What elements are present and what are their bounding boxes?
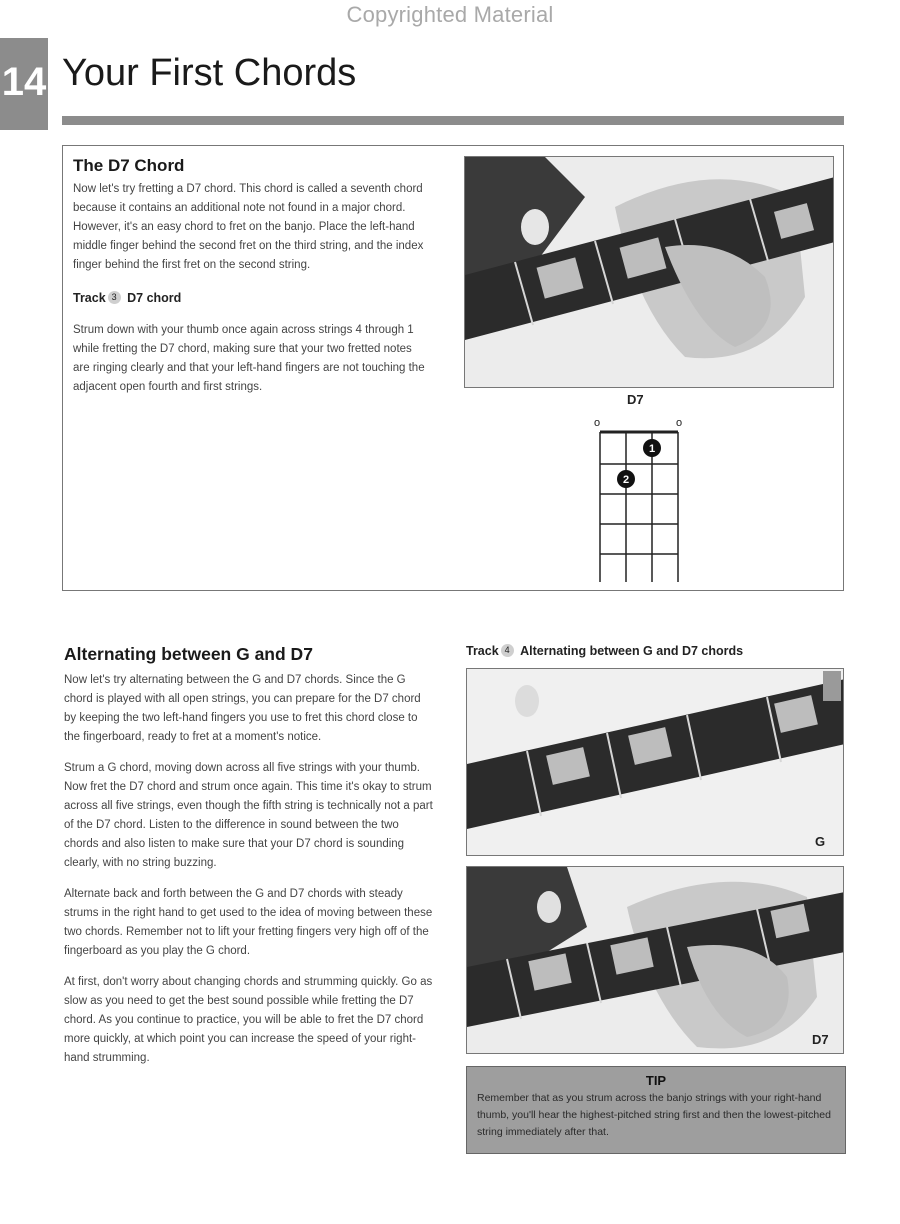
d7-intro-text: Now let's try fretting a D7 chord. This chord is called a seventh chord because it contains an additional note not found in a major chord. However, it's an easy chord to fret on the banjo. Place the left-hand middle finger behind the second fret on the third string, and the index finger behind the first fret on the second string.	[73, 183, 424, 271]
tip-text: Remember that as you strum across the banjo strings with your right-hand thumb, you'll hear the highest-pitched string first and then the lowest-pitched string immediately after that.	[477, 1092, 831, 1138]
alternating-paragraph-1: Now let's try alternating between the G and D7 chords. Since the G chord is played with all open strings, you can prepare for the D7 chord by keeping the two left-hand fingers you use to fret this chord close to the fingerboard, ready to fret at a moment's notice.	[64, 674, 421, 743]
page-number: 14	[0, 38, 48, 130]
alternating-paragraph-2: Strum a G chord, moving down across all five strings with your thumb. Now fret the D7 chord and strum once again. This time it's okay to strum across all five strings, even though the fifth string is technically not a part of the D7 chord. Listen to the difference in sound between the two chords and also listen to make sure that your D7 chord is sounding clearly, with no string buzzing.	[64, 762, 433, 869]
tip-title: TIP	[645, 1073, 667, 1088]
d7-chord-photo-2	[466, 866, 844, 1054]
title-divider	[62, 116, 844, 125]
tip-box	[466, 1066, 846, 1154]
d7-body-text: Strum down with your thumb once again across strings 4 through 1 while fretting the D7 chord, making sure that your two fretted notes are ringing clearly and that your left-hand fingers are not touching the adjacent open fourth and first strings.	[73, 324, 425, 393]
page-title: Your First Chords	[62, 52, 357, 94]
finger-number-1: 1	[648, 443, 656, 455]
d7-chord-diagram	[588, 414, 688, 584]
track-4-badge: 4	[501, 644, 514, 657]
track-4-label: Track 4 Alternating between G and D7 chords	[466, 644, 744, 658]
alternating-heading: Alternating between G and D7	[64, 644, 313, 664]
d7-track-label: Track 3 D7 chord	[73, 291, 182, 305]
g-chord-photo	[466, 668, 844, 856]
watermark: Copyrighted Material	[346, 2, 554, 27]
g-photo-caption: G	[815, 834, 826, 849]
d7-photo-2-caption: D7	[812, 1032, 829, 1047]
track-3-badge: 3	[108, 291, 121, 304]
finger-number-2: 2	[622, 474, 630, 486]
open-string-marker-left: o	[593, 417, 601, 429]
d7-hand-photo	[464, 156, 834, 388]
d7-heading: The D7 Chord	[73, 156, 185, 175]
open-string-marker-right: o	[675, 417, 683, 429]
alternating-paragraph-4: At first, don't worry about changing chords and strumming quickly. Go as slow as you need to get the best sound possible while fretting the D7 chord. As you continue to practice, you will be able to fret the D7 chord more quickly, at which point you can increase the speed of your right-hand strumming.	[64, 976, 433, 1064]
alternating-section	[64, 644, 436, 1068]
d7-photo-caption: D7	[627, 392, 644, 407]
alternating-paragraph-3: Alternate back and forth between the G and D7 chords with steady strums in the right hand to get used to the idea of moving between these two chords. Remember not to lift your fretting fingers very high off of the fingerboard as you play the G chord.	[64, 888, 433, 957]
